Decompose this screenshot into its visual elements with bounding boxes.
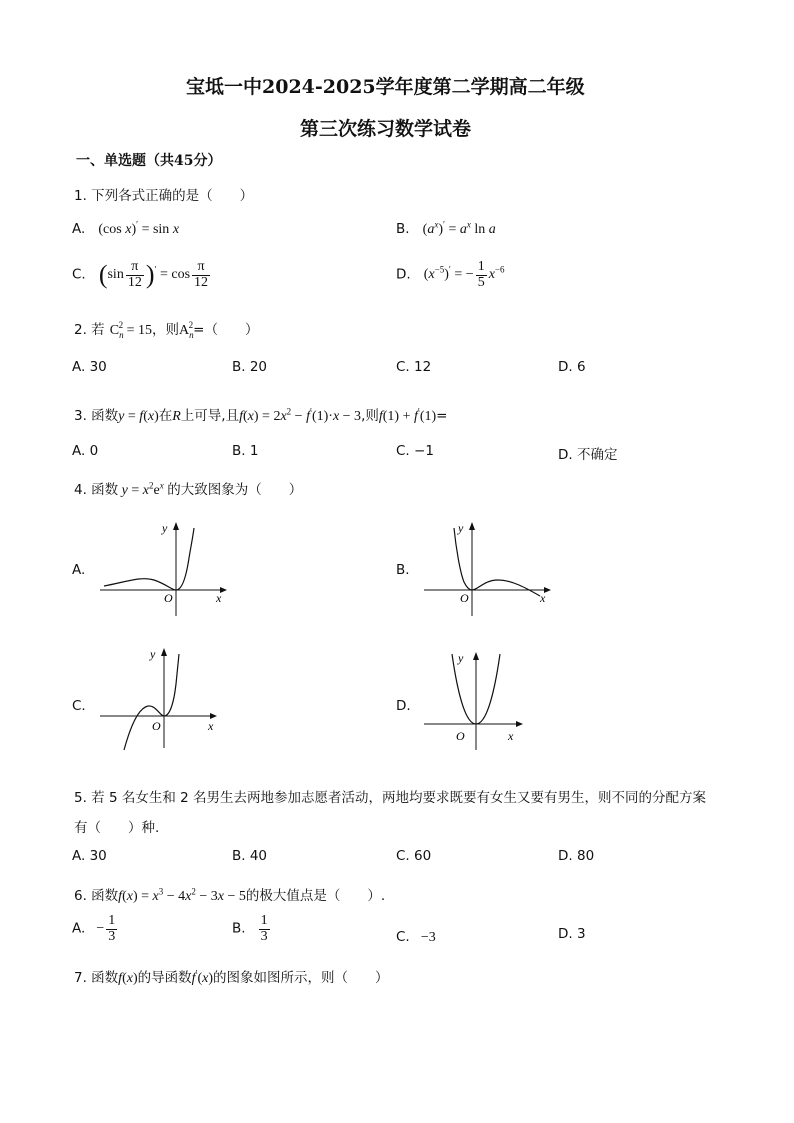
q4-suffix: 的大致图象为（ ） — [167, 482, 303, 498]
q4-option-b-label: B. — [396, 562, 410, 578]
curve — [104, 528, 194, 590]
q4-graph-a — [96, 518, 231, 618]
option-label: A. — [72, 920, 86, 937]
q2-option-c: C. 12 — [396, 359, 432, 375]
q2-option-b: B. 20 — [232, 359, 268, 375]
q6-option-c — [396, 926, 436, 946]
q4-graph-c — [96, 644, 231, 756]
q2-option-d: D. 6 — [558, 359, 586, 375]
y-label: y — [458, 521, 464, 535]
x-label: x — [216, 591, 222, 605]
x-label: x — [508, 729, 514, 743]
q2-middle: ，则 — [152, 322, 180, 338]
q4-option-a-label: A. — [72, 562, 86, 578]
q4-graph-d — [420, 646, 555, 758]
question-4-stem: 4. 函数 $y = x^2e^x$ 的大致图象为（ ） — [74, 480, 303, 498]
title-line-2: 第三次练习数学试卷 — [300, 118, 472, 140]
title-line-1: 宝坻一中2024-2025学年度第二学期高二年级 — [186, 76, 585, 98]
question-2-stem: 2. 若 $C_n^2 = 15$，则$A_n^2=$（ ） — [74, 320, 259, 340]
q2-option-a: A. 30 — [72, 359, 107, 375]
origin-label: O — [460, 591, 469, 605]
y-axis-arrow — [469, 522, 475, 530]
q1-option-b: B. $(a^x)' = a^x$ ln a — [396, 219, 496, 237]
q4-graph-b — [420, 518, 555, 618]
q3-option-c: C. −1 — [396, 443, 434, 459]
q5-option-a: A. 30 — [72, 848, 107, 864]
q7-prefix: 7. 函数 — [74, 970, 119, 986]
y-label: y — [150, 647, 156, 661]
q6-suffix: 的极大值点是（ ）. — [245, 888, 386, 904]
question-3-stem: 3. 函数y = f(x)在R上可导,且$f(x) = 2x^2 - f'(1)\cdot x - 3$,则f(1) + f′(1)= — [74, 406, 448, 424]
q2-prefix: 2. 若 — [74, 322, 105, 338]
q7-suffix: 的图象如图所示，则（ ） — [213, 970, 389, 986]
q6-prefix: 6. 函数 — [74, 888, 119, 904]
y-axis-arrow — [473, 652, 479, 660]
origin-label: O — [456, 729, 465, 743]
option-label: C. — [396, 929, 410, 945]
q3-mid1: 在 — [158, 408, 173, 424]
option-label: D. — [396, 266, 411, 283]
q6-option-b: B. $\frac{1}{3}$ — [232, 913, 268, 944]
curve — [454, 528, 540, 596]
x-axis-arrow — [516, 721, 523, 727]
y-label: y — [458, 651, 464, 665]
q5-option-b: B. 40 — [232, 848, 268, 864]
q7-mid: 的导函数 — [137, 970, 192, 986]
y-axis-arrow — [173, 522, 179, 530]
question-7-stem: 7. 函数f(x)的导函数f′(x)的图象如图所示，则（ ） — [74, 968, 389, 986]
option-label: C. — [72, 266, 86, 283]
q4-option-c-label: C. — [72, 698, 86, 714]
q6-option-a: A. − $\frac{1}{3}$ — [72, 913, 116, 944]
q1-option-d: D. $(x^{-5})'$ = − $\frac{1}{5}$ $x^{-6}$ — [396, 259, 505, 290]
question-6-stem: 6. 函数$f(x) = x^3 - 4x^2 - 3x - 5$的极大值点是（ ）. — [74, 886, 386, 904]
q6-option-d: D. 3 — [558, 926, 586, 942]
q1-option-a: A. (cos x)′ = sin x — [72, 219, 180, 237]
question-5-line-1: 5. 若 5 名女生和 2 名男生去两地参加志愿者活动，两地均要求既要有女生又要有男生，则不同的分配方案 — [74, 790, 707, 806]
q2-suffix: =（ ） — [193, 322, 259, 338]
q3-option-a: A. 0 — [72, 443, 99, 459]
option-label: B. — [232, 920, 246, 937]
q3-mid2: 上可导,且 — [180, 408, 240, 424]
q1-option-c: C. (sin $\frac{\pi}{12}$ )′ = cos $\frac{\pi}{12}$ — [72, 259, 209, 290]
question-1-stem: 1. 下列各式正确的是（ ） — [74, 188, 254, 204]
x-label: x — [540, 591, 546, 605]
y-axis-arrow — [161, 648, 167, 656]
q4-option-d-label: D. — [396, 698, 411, 714]
q3-prefix: 3. 函数 — [74, 408, 119, 424]
q4-prefix: 4. 函数 — [74, 482, 119, 498]
x-label: x — [208, 719, 214, 733]
q3-option-d: D. 不确定 — [558, 447, 618, 463]
option-value: −3 — [420, 930, 436, 945]
q5-option-d: D. 80 — [558, 848, 595, 864]
q3-mid3: ,则 — [361, 408, 379, 424]
option-label: A. — [72, 221, 86, 237]
q3-suffix: = — [436, 408, 448, 424]
origin-label: O — [152, 719, 161, 733]
origin-label: O — [164, 591, 173, 605]
option-label: B. — [396, 221, 410, 237]
question-5-line-2: 有（ ）种. — [74, 820, 160, 836]
q5-option-c: C. 60 — [396, 848, 432, 864]
y-label: y — [162, 521, 168, 535]
q3-option-b: B. 1 — [232, 443, 259, 459]
curve — [124, 654, 179, 750]
section-heading: 一、单选题（共45分） — [76, 153, 222, 169]
